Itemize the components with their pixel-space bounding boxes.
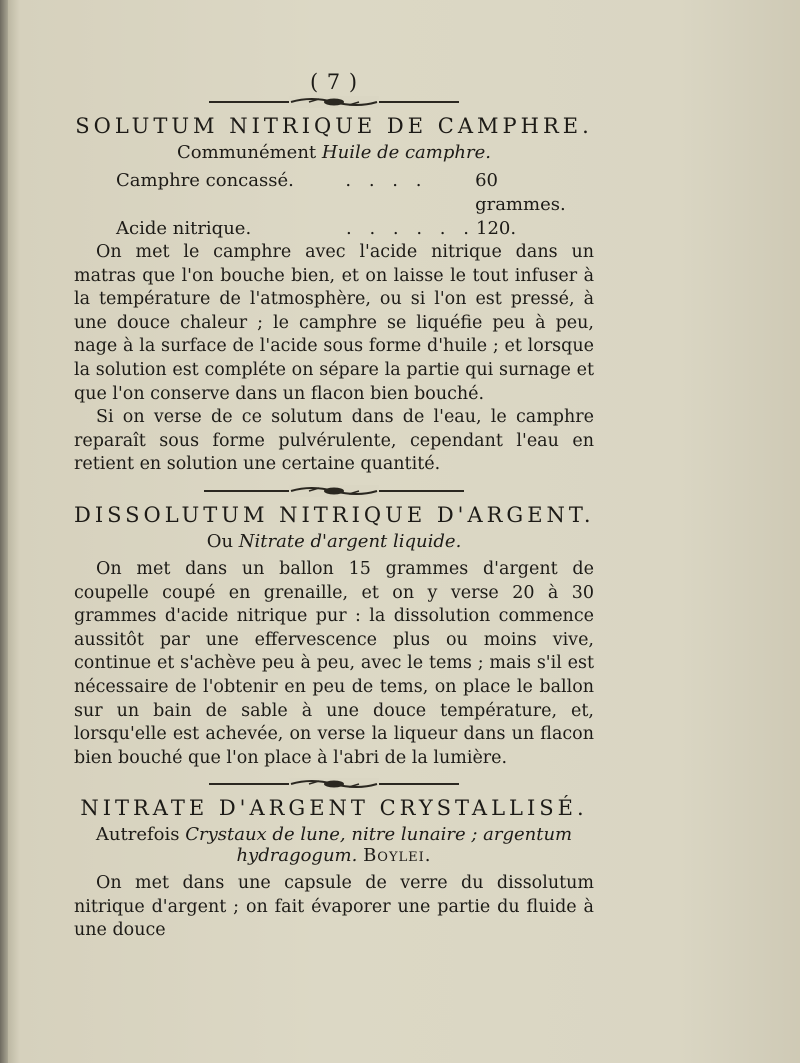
recipe-list	[74, 169, 594, 241]
section-subtitle-2: Ou Nitrate d'argent liquide.	[206, 530, 462, 552]
section-title-1: SOLUTUM NITRIQUE DE CAMPHRE.	[75, 114, 593, 138]
paragraph: Si on verse de ce solutum dans de l'eau, le camphre reparaît sous forme pulvérulente, cependant l'eau en retient en solution une certaine quantité.	[74, 407, 594, 475]
paragraph: On met dans un ballon 15 grammes d'argent de coupelle coupé en grenaille, et on y verse 20 à 30 grammes d'acide nitrique pur : la dissolution commence aussitôt par une effervescence plus ou moins vive, continue et s'achève peu à peu, avec le tems ; mais s'il est nécessaire de l'obtenir en peu de tems, on place le ballon sur un bain de sable à une douce température, et, lorsqu'elle est achevée, on verse la liqueur dans un flacon bien bouché que l'on place à l'abri de la lumière.	[74, 558, 594, 768]
paragraph: On met dans une capsule de verre du dissolutum nitrique d'argent ; on fait évaporer une partie du fluide à une douce	[74, 873, 594, 941]
section-subtitle-3: Autrefois Crystaux de lune, nitre lunaire ; argentum hydragogum. Boylei.	[95, 824, 573, 867]
section-subtitle-1: Communément Huile de camphre.	[177, 142, 491, 163]
page-column	[74, 70, 594, 943]
recipe-item: Camphre concassé. . . . . 60 grammes.	[116, 170, 566, 215]
section-title-2: DISSOLUTUM NITRIQUE D'ARGENT.	[74, 502, 595, 527]
ornamental-rule-1	[209, 96, 459, 108]
page-number: ( 7 )	[309, 70, 359, 94]
recipe-item: Acide nitrique. . . . . . . 120.	[116, 218, 517, 239]
book-spine-edge	[0, 0, 8, 1063]
ornamental-rule-2	[204, 485, 464, 497]
section-title-3: NITRATE D'ARGENT CRYSTALLISÉ.	[80, 796, 588, 821]
paragraph: On met le camphre avec l'acide nitrique dans un matras que l'on bouche bien, et on laisse le tout infuser à la température de l'atmosphère, ou si l'on est pressé, à une douce chaleur ; le camphre se liquéfie peu à peu, nage à la surface de l'acide sous forme d'huile ; et lorsque la solution est compléte on sépare la partie qui surnage et que l'on conserve dans un flacon bien bouché.	[74, 242, 594, 404]
ornamental-rule-3	[209, 778, 459, 790]
